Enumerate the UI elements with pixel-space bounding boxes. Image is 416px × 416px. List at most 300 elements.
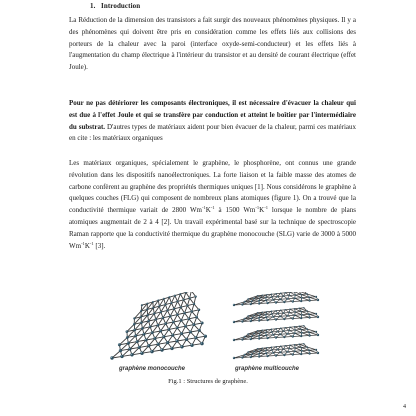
carbon-atom <box>308 331 310 333</box>
atom-highlight <box>136 341 137 342</box>
carbon-bond <box>184 292 186 299</box>
carbon-atom <box>315 349 317 351</box>
atom-highlight <box>303 307 304 308</box>
atom-highlight <box>289 327 290 328</box>
atom-highlight <box>317 334 318 335</box>
carbon-atom <box>247 333 249 335</box>
carbon-atom <box>262 312 263 313</box>
carbon-atom <box>180 319 183 322</box>
atom-highlight <box>253 298 254 299</box>
atom-highlight <box>265 353 266 354</box>
carbon-atom <box>170 302 172 304</box>
carbon-atom <box>294 344 295 345</box>
atom-highlight <box>289 309 290 310</box>
atom-highlight <box>267 302 268 303</box>
carbon-atom <box>301 297 303 299</box>
carbon-atom <box>288 348 290 350</box>
carbon-atom <box>300 317 302 319</box>
carbon-atom <box>168 296 170 298</box>
carbon-atom <box>271 331 273 333</box>
atom-highlight <box>184 312 185 313</box>
atom-highlight <box>294 351 295 352</box>
atom-highlight <box>172 321 173 322</box>
atom-highlight <box>193 303 194 304</box>
carbon-bond <box>288 351 295 352</box>
atom-highlight <box>259 350 260 351</box>
carbon-bond <box>309 314 316 315</box>
atom-highlight <box>244 354 245 355</box>
atom-highlight <box>185 325 186 326</box>
atom-highlight <box>201 322 202 323</box>
carbon-atom <box>155 318 158 321</box>
carbon-atom <box>190 310 193 313</box>
carbon-atom <box>110 356 113 359</box>
atom-highlight <box>285 327 286 328</box>
carbon-atom <box>294 308 295 309</box>
carbon-atom <box>308 334 310 336</box>
carbon-bond <box>289 348 295 349</box>
atom-highlight <box>155 319 156 320</box>
atom-highlight <box>180 319 181 320</box>
carbon-atom <box>186 304 188 306</box>
carbon-atom <box>166 341 169 344</box>
carbon-atom <box>244 354 246 356</box>
carbon-atom <box>258 337 260 339</box>
atom-highlight <box>140 310 141 311</box>
carbon-atom <box>190 344 193 347</box>
carbon-atom <box>294 311 296 313</box>
carbon-atom <box>257 312 258 313</box>
carbon-atom <box>241 338 243 340</box>
atom-highlight <box>295 329 296 330</box>
carbon-atom <box>308 299 310 301</box>
carbon-bond <box>276 319 284 320</box>
carbon-atom <box>275 354 277 356</box>
carbon-atom <box>277 313 279 315</box>
atom-highlight <box>157 324 158 325</box>
atom-highlight <box>276 328 277 329</box>
text-segment: [3]. <box>93 241 106 250</box>
carbon-atom <box>136 340 139 343</box>
carbon-bond <box>301 318 309 319</box>
carbon-bond <box>293 318 301 319</box>
carbon-atom <box>317 316 319 318</box>
carbon-atom <box>262 295 263 296</box>
carbon-atom <box>300 300 302 302</box>
carbon-bond <box>309 350 316 351</box>
carbon-atom <box>176 326 179 329</box>
atom-highlight <box>295 294 296 295</box>
carbon-bond <box>295 330 301 331</box>
carbon-atom <box>166 309 168 311</box>
carbon-atom <box>134 334 137 337</box>
atom-highlight <box>157 343 158 344</box>
carbon-atom <box>244 318 246 320</box>
carbon-atom <box>160 311 162 313</box>
carbon-atom <box>306 328 308 330</box>
carbon-atom <box>119 349 122 352</box>
paragraph-intro: La Réduction de la dimension des transistors a fait surgir des nouveaux phénomènes physiques. Il y a des phénomènes qui doivent être pris en considération comme les effets liés aux collisions des porteurs de la chaleur avec la paroi (interface oxyde-semi-conducteur) et les effets liés à l'augmentation du champ électrique à l'intérieur du transistor et au densité de courant électrique (effet Joule). <box>69 16 356 72</box>
carbon-atom <box>233 304 235 306</box>
text-segment: K <box>259 206 265 215</box>
carbon-atom <box>283 301 285 303</box>
atom-highlight <box>168 328 169 329</box>
carbon-atom <box>176 313 179 316</box>
atom-highlight <box>266 347 267 348</box>
atom-highlight <box>295 347 296 348</box>
carbon-atom <box>279 351 281 353</box>
carbon-atom <box>275 293 276 294</box>
atom-highlight <box>250 320 251 321</box>
atom-highlight <box>151 350 152 351</box>
atom-highlight <box>317 352 318 353</box>
carbon-atom <box>289 309 290 310</box>
atom-highlight <box>301 314 302 315</box>
atom-highlight <box>287 298 288 299</box>
carbon-atom <box>266 294 267 295</box>
carbon-bond <box>310 335 318 336</box>
atom-highlight <box>161 349 162 350</box>
atom-highlight <box>248 298 249 299</box>
carbon-atom <box>292 353 294 355</box>
carbon-atom <box>152 301 154 303</box>
atom-highlight <box>167 341 168 342</box>
atom-highlight <box>176 314 177 315</box>
carbon-bond <box>295 312 302 315</box>
atom-highlight <box>151 332 152 333</box>
atom-highlight <box>300 300 301 301</box>
carbon-bond <box>293 336 301 337</box>
carbon-bond <box>293 354 301 355</box>
carbon-atom <box>271 347 272 348</box>
atom-highlight <box>126 336 127 337</box>
atom-highlight <box>273 316 274 317</box>
atom-highlight <box>289 295 290 296</box>
carbon-atom <box>265 350 267 352</box>
carbon-bond <box>295 315 302 316</box>
atom-highlight <box>259 314 260 315</box>
atom-highlight <box>196 316 197 317</box>
atom-highlight <box>317 299 318 300</box>
carbon-bond <box>295 330 302 333</box>
atom-highlight <box>167 310 168 311</box>
carbon-atom <box>266 347 267 348</box>
graphene-monolayer-image <box>105 292 210 362</box>
carbon-atom <box>257 348 258 349</box>
carbon-atom <box>280 293 281 294</box>
carbon-atom <box>288 312 290 314</box>
carbon-atom <box>258 302 260 304</box>
carbon-atom <box>271 349 273 351</box>
carbon-atom <box>253 315 255 317</box>
carbon-atom <box>303 307 304 308</box>
atom-highlight <box>258 300 259 301</box>
atom-highlight <box>292 336 293 337</box>
carbon-atom <box>253 298 255 300</box>
atom-highlight <box>280 310 281 311</box>
carbon-atom <box>301 314 303 316</box>
carbon-bond <box>283 349 289 350</box>
carbon-atom <box>189 330 192 333</box>
carbon-bond <box>295 348 301 349</box>
figure-label-multilayer: graphène multicouche <box>235 366 300 372</box>
carbon-atom <box>262 348 263 349</box>
carbon-bond <box>295 348 302 351</box>
carbon-atom <box>162 317 165 320</box>
carbon-atom <box>241 320 243 322</box>
atom-highlight <box>265 297 266 298</box>
atom-highlight <box>173 308 174 309</box>
atom-highlight <box>275 319 276 320</box>
carbon-atom <box>271 296 273 298</box>
carbon-bond <box>301 347 307 348</box>
carbon-atom <box>258 317 260 319</box>
atom-highlight <box>248 333 249 334</box>
carbon-atom <box>317 352 319 354</box>
carbon-bond <box>280 334 287 335</box>
carbon-atom <box>271 294 272 295</box>
atom-highlight <box>315 331 316 332</box>
atom-highlight <box>265 317 266 318</box>
carbon-bond <box>293 301 301 302</box>
carbon-atom <box>250 338 252 340</box>
carbon-atom <box>288 330 290 332</box>
atom-highlight <box>315 349 316 350</box>
carbon-atom <box>162 335 165 338</box>
carbon-atom <box>192 323 195 326</box>
carbon-atom <box>153 312 155 314</box>
atom-highlight <box>289 348 290 349</box>
carbon-atom <box>280 346 281 347</box>
atom-highlight <box>111 357 112 358</box>
carbon-atom <box>157 324 160 327</box>
carbon-atom <box>188 317 191 320</box>
carbon-atom <box>308 349 310 351</box>
carbon-bond <box>288 315 295 316</box>
atom-highlight <box>253 333 254 334</box>
carbon-atom <box>265 314 267 316</box>
carbon-bond <box>301 301 309 302</box>
carbon-atom <box>275 310 276 311</box>
atom-highlight <box>159 305 160 306</box>
atom-highlight <box>253 351 254 352</box>
carbon-atom <box>251 300 253 302</box>
atom-highlight <box>315 296 316 297</box>
carbon-atom <box>201 322 204 325</box>
atom-highlight <box>158 300 159 301</box>
carbon-atom <box>140 352 143 355</box>
carbon-atom <box>300 347 302 349</box>
atom-highlight <box>251 301 252 302</box>
atom-highlight <box>292 301 293 302</box>
atom-highlight <box>265 314 266 315</box>
atom-highlight <box>287 315 288 316</box>
atom-highlight <box>257 312 258 313</box>
atom-highlight <box>284 354 285 355</box>
graphene-multilayer-image <box>227 292 325 362</box>
carbon-atom <box>265 297 267 299</box>
carbon-atom <box>266 355 268 357</box>
carbon-atom <box>262 330 263 331</box>
carbon-atom <box>128 347 131 350</box>
atom-highlight <box>183 299 184 300</box>
atom-highlight <box>285 345 286 346</box>
carbon-atom <box>126 336 129 339</box>
superscript: -1 <box>81 240 85 246</box>
atom-highlight <box>280 352 281 353</box>
carbon-bond <box>301 336 309 337</box>
atom-highlight <box>294 315 295 316</box>
carbon-bond <box>288 298 295 299</box>
carbon-bond <box>288 333 295 334</box>
carbon-atom <box>275 346 276 347</box>
carbon-atom <box>258 335 260 337</box>
atom-highlight <box>251 354 252 355</box>
atom-highlight <box>169 315 170 316</box>
atom-highlight <box>258 356 259 357</box>
atom-highlight <box>251 336 252 337</box>
atom-highlight <box>258 353 259 354</box>
atom-highlight <box>147 314 148 315</box>
atom-highlight <box>292 354 293 355</box>
carbon-atom <box>294 350 296 352</box>
carbon-bond <box>276 302 284 303</box>
atom-highlight <box>185 338 186 339</box>
carbon-atom <box>118 343 121 346</box>
carbon-atom <box>120 355 123 358</box>
carbon-atom <box>294 297 296 299</box>
atom-highlight <box>250 338 251 339</box>
carbon-bond <box>302 315 310 318</box>
atom-highlight <box>257 295 258 296</box>
atom-highlight <box>262 348 263 349</box>
atom-highlight <box>257 330 258 331</box>
carbon-bond <box>302 350 309 351</box>
carbon-atom <box>152 307 154 309</box>
carbon-bond <box>302 333 310 336</box>
atom-highlight <box>195 337 196 338</box>
atom-highlight <box>287 333 288 334</box>
carbon-atom <box>301 332 303 334</box>
atom-highlight <box>300 335 301 336</box>
carbon-bond <box>276 337 284 338</box>
carbon-atom <box>294 294 296 296</box>
atom-highlight <box>309 353 310 354</box>
atom-highlight <box>280 346 281 347</box>
atom-highlight <box>188 318 189 319</box>
carbon-atom <box>174 295 176 297</box>
carbon-atom <box>158 305 160 307</box>
superscript: -1 <box>210 205 215 211</box>
carbon-atom <box>266 329 267 330</box>
figure-caption: Fig.1 : Structures de graphène. <box>168 378 248 385</box>
atom-highlight <box>294 308 295 309</box>
atom-highlight <box>163 336 164 337</box>
carbon-atom <box>133 329 136 332</box>
atom-highlight <box>277 349 278 350</box>
atom-highlight <box>201 342 202 343</box>
atom-highlight <box>265 300 266 301</box>
carbon-atom <box>294 314 296 316</box>
atom-highlight <box>275 337 276 338</box>
atom-highlight <box>163 298 164 299</box>
atom-highlight <box>295 311 296 312</box>
carbon-atom <box>153 337 156 340</box>
atom-highlight <box>289 312 290 313</box>
carbon-atom <box>172 321 175 324</box>
atom-highlight <box>273 299 274 300</box>
carbon-atom <box>198 309 201 312</box>
carbon-atom <box>141 304 143 306</box>
carbon-atom <box>146 314 148 316</box>
atom-highlight <box>189 297 190 298</box>
graphene-figure <box>105 292 325 372</box>
carbon-atom <box>193 303 195 305</box>
carbon-bond <box>301 329 307 330</box>
carbon-atom <box>251 317 253 319</box>
carbon-atom <box>133 323 136 326</box>
carbon-atom <box>259 332 261 334</box>
atom-highlight <box>317 316 318 317</box>
carbon-atom <box>251 335 253 337</box>
carbon-atom <box>272 299 274 301</box>
atom-highlight <box>259 332 260 333</box>
atom-highlight <box>172 334 173 335</box>
atom-highlight <box>283 348 284 349</box>
atom-highlight <box>271 331 272 332</box>
carbon-atom <box>285 327 286 328</box>
atom-highlight <box>198 329 199 330</box>
carbon-atom <box>308 296 310 298</box>
text-segment: à 1500 Wm <box>214 206 256 215</box>
multilayer-sheet-3 <box>233 307 319 323</box>
carbon-atom <box>283 336 285 338</box>
carbon-atom <box>185 338 188 341</box>
carbon-atom <box>159 330 162 333</box>
carbon-bond <box>295 295 302 298</box>
atom-highlight <box>135 335 136 336</box>
atom-highlight <box>289 345 290 346</box>
atom-highlight <box>141 327 142 328</box>
atom-highlight <box>283 312 284 313</box>
atom-highlight <box>306 346 307 347</box>
atom-highlight <box>267 319 268 320</box>
atom-highlight <box>284 336 285 337</box>
carbon-atom <box>241 356 243 358</box>
carbon-atom <box>288 295 290 297</box>
atom-highlight <box>271 313 272 314</box>
atom-highlight <box>280 334 281 335</box>
carbon-atom <box>138 346 141 349</box>
atom-highlight <box>148 320 149 321</box>
carbon-atom <box>265 332 267 334</box>
atom-highlight <box>266 329 267 330</box>
atom-highlight <box>148 345 149 346</box>
carbon-atom <box>271 313 273 315</box>
carbon-atom <box>233 357 235 359</box>
atom-highlight <box>265 350 266 351</box>
carbon-atom <box>265 334 267 336</box>
atom-highlight <box>271 296 272 297</box>
atom-highlight <box>271 294 272 295</box>
atom-highlight <box>248 351 249 352</box>
carbon-atom <box>277 296 279 298</box>
carbon-atom <box>160 348 163 351</box>
atom-highlight <box>118 344 119 345</box>
carbon-atom <box>247 298 249 300</box>
carbon-bond <box>276 355 284 356</box>
atom-highlight <box>259 297 260 298</box>
